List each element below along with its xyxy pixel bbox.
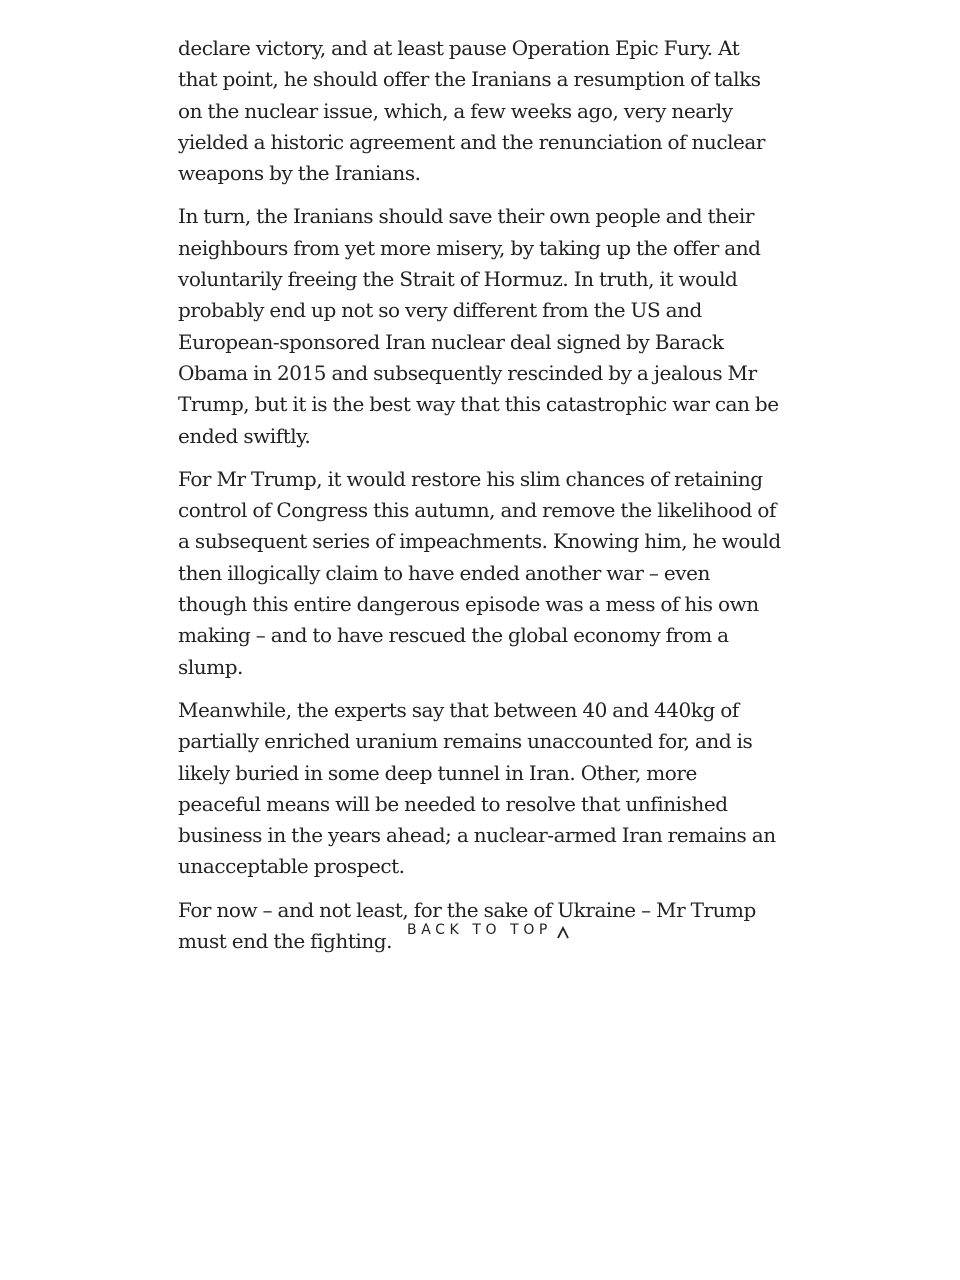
back-to-top-link[interactable]	[407, 922, 570, 938]
article-paragraph: For Mr Trump, it would restore his slim chances of retaining control of Congress this autumn, and remove the likelihood of a subsequent series of impeachments. Knowing him, he would then illogically claim to have ended another war – even though this entire dangerous episode was a mess of his own making – and to have rescued the global economy from a slump.	[178, 466, 781, 679]
article-paragraph: Meanwhile, the experts say that between 40 and 440kg of partially enriched uranium remains unaccounted for, and is likely buried in some deep tunnel in Iran. Other, more peaceful means will be needed to resolve that unfinished business in the years ahead; a nuclear-armed Iran remains an unacceptable prospect.	[178, 697, 776, 879]
article-paragraph: For now – and not least, for the sake of Ukraine – Mr Trump must end the fighting.	[178, 897, 756, 954]
back-to-top-label: BACK TO TOP	[407, 922, 552, 938]
caret-up-icon	[556, 925, 570, 939]
article-paragraph: declare victory, and at least pause Operation Epic Fury. At that point, he should offer the Iranians a resumption of talks on the nuclear issue, which, a few weeks ago, very nearly yielded a historic agreement and the renunciation of nuclear weapons by the Iranians.	[178, 36, 766, 186]
article-body	[178, 33, 783, 969]
article-paragraph: In turn, the Iranians should save their own people and their neighbours from yet more misery, by taking up the offer and voluntarily freeing the Strait of Hormuz. In truth, it would probably end up not so very different from the US and European-sponsored Iran nuclear deal signed by Barack Obama in 2015 and subsequently rescinded by a jealous Mr Trump, but it is the best way that this catastrophic war can be ended swiftly.	[178, 204, 779, 448]
